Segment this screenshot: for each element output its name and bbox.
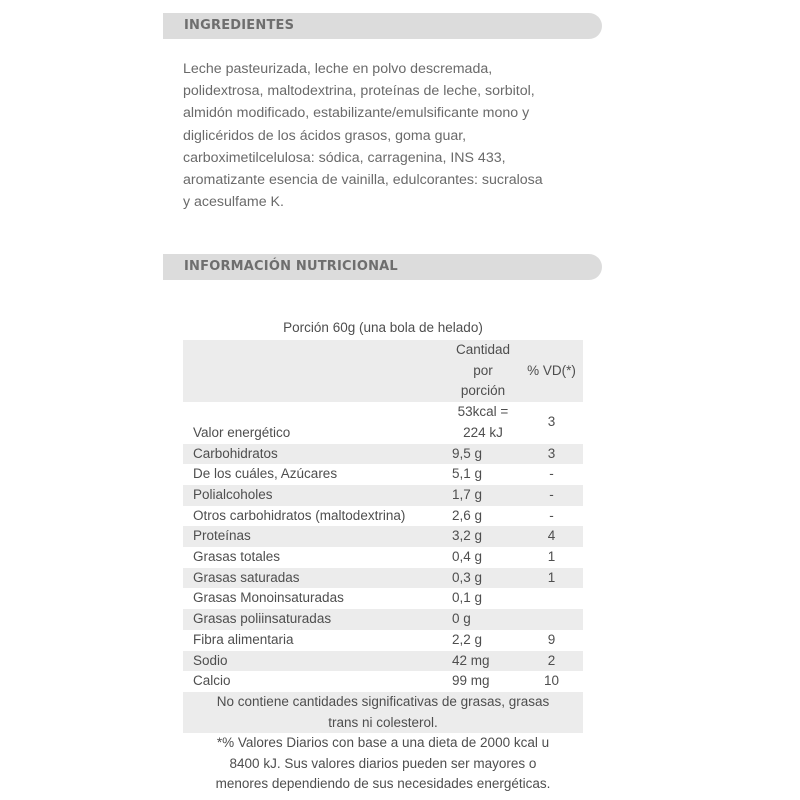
row-vd: 10 (543, 673, 560, 689)
row-vd: 4 (520, 526, 583, 547)
row-name: Grasas Monoinsaturadas (193, 590, 344, 606)
row-amount: 2,6 g (452, 507, 483, 523)
row-name: Calcio (193, 673, 231, 689)
footnote-line: 8400 kJ. Sus valores diarios pueden ser mayores o (229, 755, 537, 771)
ingredients-line: y acesulfame K. (183, 194, 284, 211)
row-vd: - (520, 485, 583, 506)
row-name: Grasas saturadas (183, 568, 446, 589)
footnote-line: *% Valores Diarios con base a una dieta de 2000 kcal u (216, 735, 550, 750)
row-name: De los cuáles, Azúcares (193, 466, 338, 482)
row-vd: - (549, 466, 554, 482)
row-amount: 0 g (446, 609, 520, 630)
ingredients-line: almidón modificado, estabilizante/emulsificante mono y (183, 105, 530, 122)
table-row-no-significant (183, 692, 583, 733)
row-amount: 5,1 g (452, 466, 483, 482)
row-name: Polialcoholes (183, 485, 446, 506)
row-amount: 0,4 g (452, 549, 483, 565)
row-name: Fibra alimentaria (193, 631, 294, 647)
row-vd: 1 (520, 568, 583, 589)
table-row (183, 485, 583, 506)
header-amount-line: porción (460, 383, 506, 399)
row-amount: 99 mg (452, 673, 490, 689)
row-vd: - (549, 507, 554, 523)
ingredients-line: Leche pasteurizada, leche en polvo descremada, (183, 61, 493, 77)
row-amount: 9,5 g (446, 444, 520, 465)
portion-size: Porción 60g (una bola de helado) (283, 320, 483, 335)
table-row (183, 506, 583, 527)
row-name: Otros carbohidratos (maltodextrina) (193, 507, 406, 523)
ingredients-line: carboximetilcelulosa: sódica, carragenina, INS 433, (183, 149, 506, 166)
row-name: Sodio (183, 651, 446, 672)
table-row (183, 651, 583, 672)
header-amount-line: Cantidad (455, 342, 511, 357)
row-vd: 2 (520, 651, 583, 672)
row-amount: 0,3 g (446, 568, 520, 589)
table-row (183, 568, 583, 589)
row-name: Grasas totales (193, 549, 281, 565)
row-vd (520, 588, 583, 609)
header-amount-line: por (473, 362, 493, 378)
table-row (183, 609, 583, 630)
row-name: Grasas poliinsaturadas (183, 609, 446, 630)
row-amount: 2,2 g (452, 631, 483, 647)
table-row (183, 464, 583, 485)
nutrition-header: INFORMACIÓN NUTRICIONAL (163, 254, 602, 280)
header-blank (183, 340, 446, 402)
row-amount: 0,1 g (452, 590, 483, 606)
ingredients-line: aromatizante esencia de vainilla, edulcorantes: sucralosa (183, 172, 543, 189)
row-amount: 42 mg (446, 651, 520, 672)
footnote-line: menores dependiendo de sus necesidades energéticas. (215, 776, 551, 792)
no-significant-line: No contiene cantidades significativas de grasas, grasas (216, 693, 550, 709)
header-vd: % VD(*) (520, 340, 583, 402)
table-row (183, 444, 583, 465)
row-name: Valor energético (193, 424, 291, 440)
ingredients-header: INGREDIENTES (163, 13, 602, 39)
table-row (183, 588, 583, 609)
row-vd: 9 (547, 631, 556, 647)
table-row (183, 547, 583, 568)
row-vd: 3 (547, 414, 556, 430)
energy-kj: 224 kJ (463, 424, 503, 440)
table-row (183, 526, 583, 547)
row-amount: 3,2 g (446, 526, 520, 547)
ingredients-line: diglicéridos de los ácidos grasos, goma guar, (183, 127, 467, 144)
no-significant-line: trans ni colesterol. (328, 714, 438, 730)
row-vd: 1 (547, 549, 556, 565)
row-name: Carbohidratos (183, 444, 446, 465)
ingredients-text (183, 58, 603, 213)
energy-kcal: 53kcal = (457, 404, 509, 420)
table-row-energy (183, 402, 583, 443)
row-vd: 3 (520, 444, 583, 465)
nutrition-table (183, 340, 583, 733)
table-header-row (183, 340, 583, 402)
ingredients-line: polidextrosa, maltodextrina, proteínas de leche, sorbitol, (183, 83, 535, 100)
no-significant-note (183, 692, 583, 733)
header-amount (446, 340, 520, 402)
row-amount: 1,7 g (446, 485, 520, 506)
row-vd (520, 609, 583, 630)
table-row (183, 671, 583, 692)
footnote (183, 733, 583, 795)
row-amount (446, 402, 520, 443)
row-name: Proteínas (183, 526, 446, 547)
table-row (183, 630, 583, 651)
